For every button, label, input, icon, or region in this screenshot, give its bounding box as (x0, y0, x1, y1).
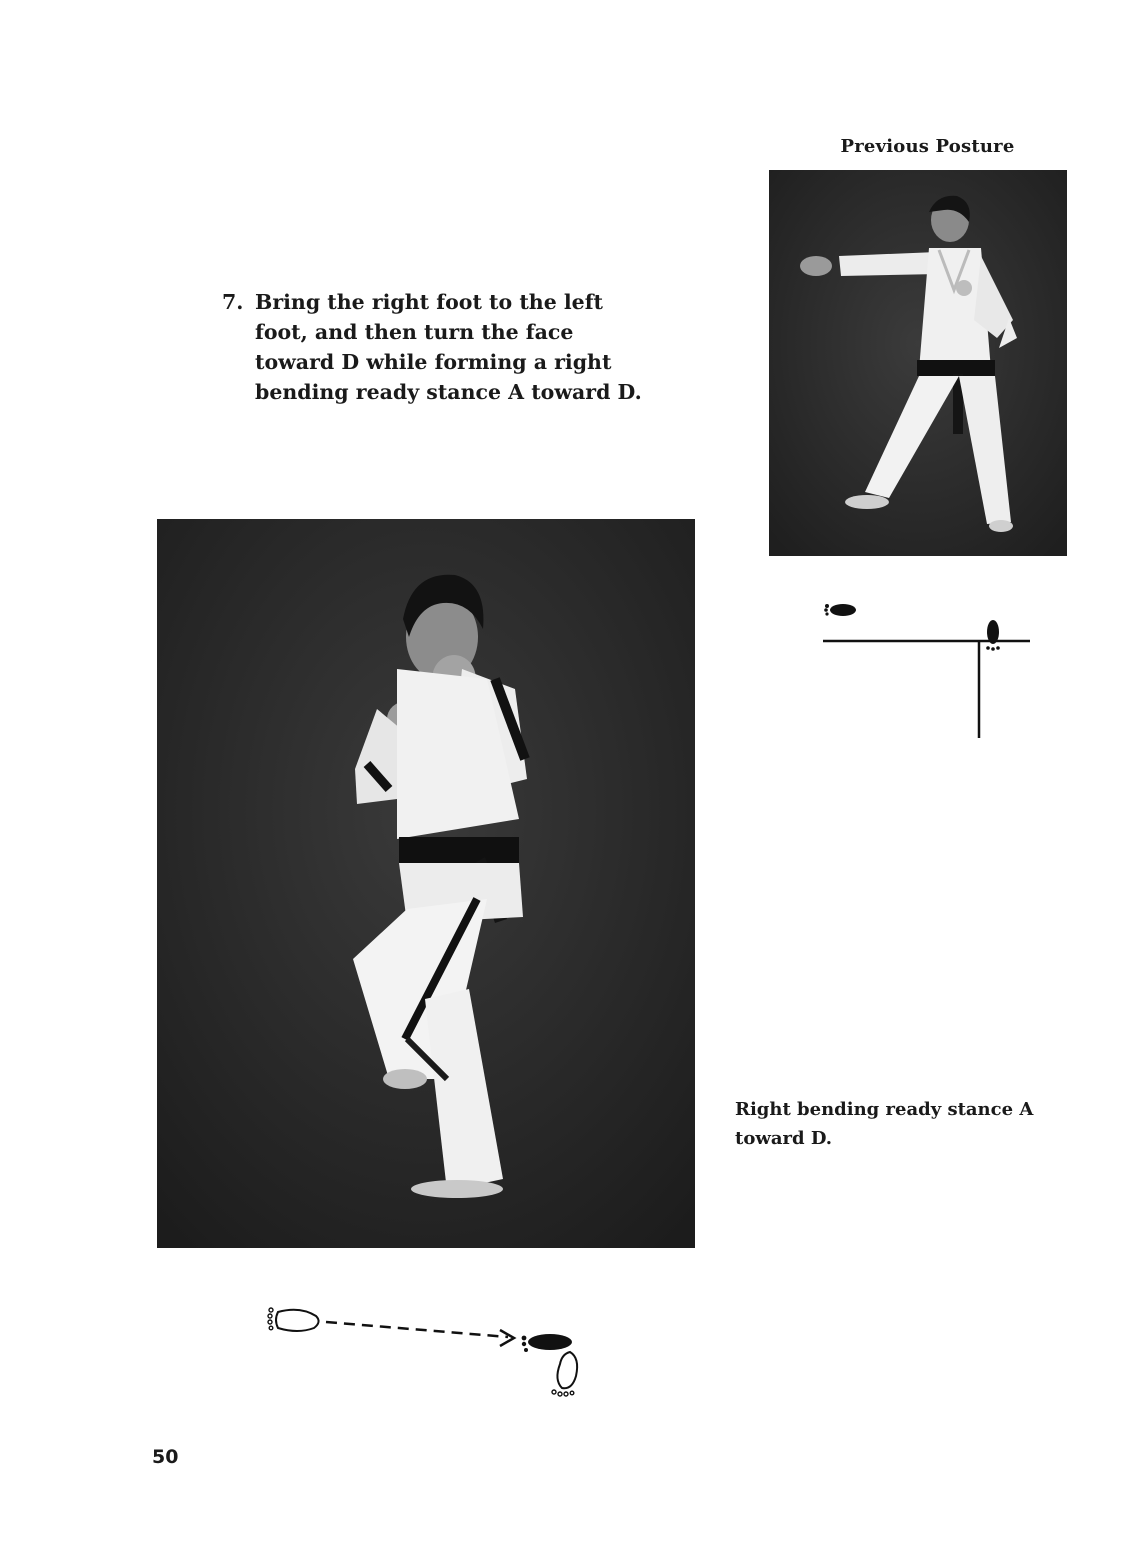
stance-photo (157, 519, 695, 1248)
step-instruction (222, 287, 652, 407)
step-text: Bring the right foot to the left foot, and then turn the face toward D while forming a right bending ready stance A toward D. (255, 290, 642, 404)
foot-movement-diagram (262, 1300, 592, 1400)
starting-foot-icon (268, 1308, 319, 1331)
stance-diagram-previous (815, 598, 1035, 743)
right-foot-icon (986, 620, 1000, 651)
left-foot-icon (824, 604, 856, 616)
step-number: 7. (222, 290, 244, 314)
movement-arrow (326, 1322, 508, 1337)
page-number: 50 (152, 1446, 179, 1468)
ending-foot-icon (522, 1334, 572, 1352)
vertical-foot-icon (552, 1352, 577, 1396)
previous-posture-photo (769, 170, 1067, 556)
previous-posture-label: Previous Posture (840, 136, 1015, 157)
photo-caption: Right bending ready stance A toward D. (735, 1099, 1034, 1149)
